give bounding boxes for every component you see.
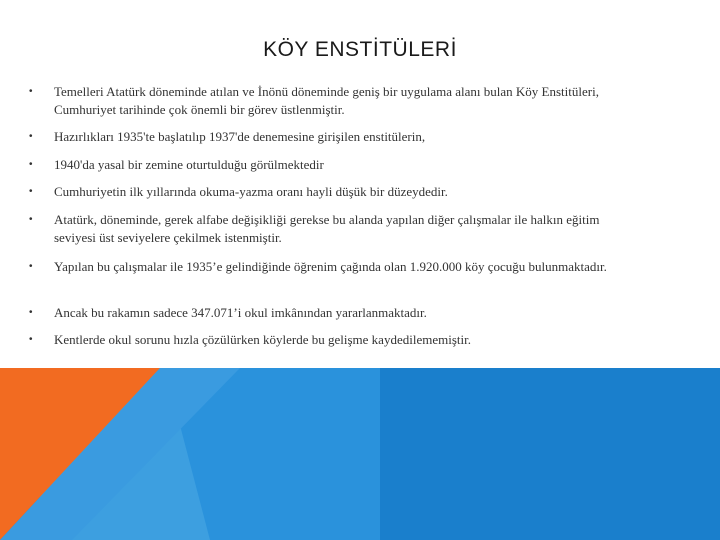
bullet-text: Kentlerde okul sorunu hızla çözülürken köylerde bu gelişme kaydedilememiştir. xyxy=(54,332,471,347)
bullet-dot-icon: • xyxy=(29,307,33,318)
bullet-text: Cumhuriyetin ilk yıllarında okuma-yazma oranı hayli düşük bir düzeydedir. xyxy=(54,184,448,199)
bullet-dot-icon: • xyxy=(29,131,33,142)
bullet-item xyxy=(29,156,644,174)
bullet-dot-icon: • xyxy=(29,186,33,197)
bullet-item xyxy=(29,331,644,349)
bullet-item xyxy=(29,258,644,276)
bullet-text: Hazırlıkları 1935'te başlatılıp 1937'de denemesine girişilen enstitülerin, xyxy=(54,129,426,144)
bullet-text: Temelleri Atatürk döneminde atılan ve İnönü döneminde geniş bir uygulama alanı bulan Köy Enstitüleri, Cumhuriyet tarihinde çok önemli bir görev üstlenmiştir. xyxy=(54,84,599,117)
bullet-text: Atatürk, döneminde, gerek alfabe değişikliği gerekse bu alanda yapılan diğer çalışmalar ile halkın eğitim seviyesi üst seviyelere çekilmek istenmiştir. xyxy=(54,212,600,245)
bullet-text: Yapılan bu çalışmalar ile 1935’e gelindiğinde öğrenim çağında olan 1.920.000 köy çocuğu bulunmaktadır. xyxy=(54,259,607,274)
slide-title: KÖY ENSTİTÜLERİ xyxy=(263,38,457,61)
bullet-dot-icon: • xyxy=(29,261,33,272)
bullet-item xyxy=(29,211,644,247)
bullet-dot-icon: • xyxy=(29,214,33,225)
bullet-item xyxy=(29,83,644,119)
bullet-item xyxy=(29,128,644,146)
bullet-item xyxy=(29,304,644,322)
bullet-item xyxy=(29,183,644,201)
bullet-dot-icon: • xyxy=(29,334,33,345)
bullet-text: Ancak bu rakamın sadece 347.071’i okul imkânından yararlanmaktadır. xyxy=(54,305,427,320)
bullet-dot-icon: • xyxy=(29,86,33,97)
bullet-text: 1940'da yasal bir zemine oturtulduğu görülmektedir xyxy=(54,157,324,172)
bullet-dot-icon: • xyxy=(29,159,33,170)
decorative-color-band xyxy=(0,368,720,540)
